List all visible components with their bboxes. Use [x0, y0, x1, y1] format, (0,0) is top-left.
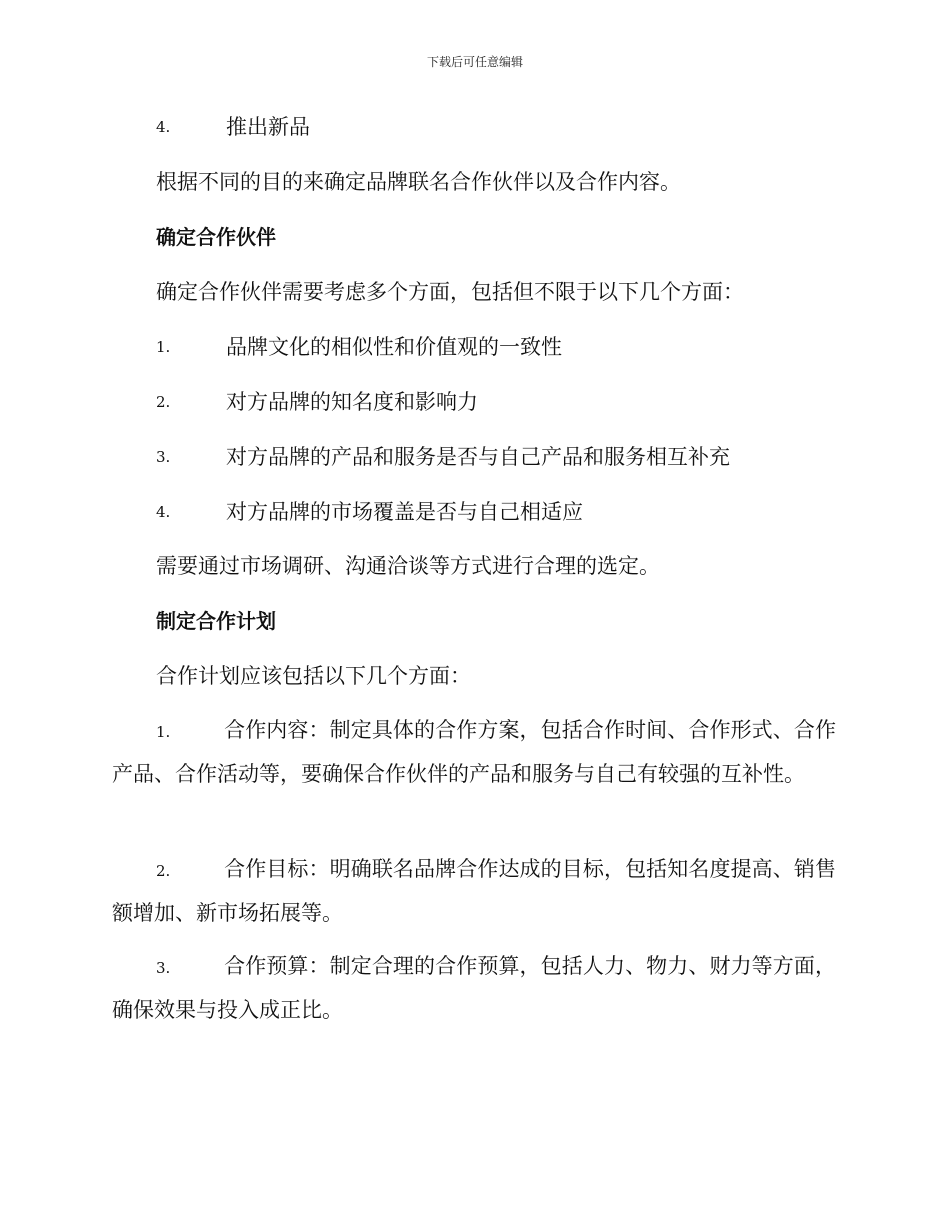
list-item-text: 对方品牌的市场覆盖是否与自己相适应 [226, 500, 583, 524]
list-item-number: 2. [156, 862, 171, 880]
list-item-text: 对方品牌的产品和服务是否与自己产品和服务相互补充 [226, 445, 730, 469]
list-item-text: 对方品牌的知名度和影响力 [226, 390, 478, 414]
intro-paragraph: 根据不同的目的来确定品牌联名合作伙伴以及合作内容。 [156, 170, 681, 194]
plan-list-item [112, 709, 836, 795]
section-intro-partners: 确定合作伙伴需要考虑多个方面，包括但不限于以下几个方面： [156, 280, 744, 304]
plan-list-item [112, 848, 836, 934]
plan-list-item [112, 945, 836, 1031]
list-item-number: 2. [156, 393, 171, 411]
list-item-number: 1. [156, 723, 171, 741]
list-item-number: 4. [156, 118, 171, 136]
section-heading-plan: 制定合作计划 [156, 609, 276, 633]
list-item-number: 4. [156, 503, 171, 521]
list-item-number: 3. [156, 448, 171, 466]
list-item-text: 合作内容：制定具体的合作方案，包括合作时间、合作形式、合作产品、合作活动等，要确保合作伙伴的产品和服务与自己有较强的互补性。 [112, 718, 836, 786]
list-item-text: 品牌文化的相似性和价值观的一致性 [226, 335, 562, 359]
list-item-number: 1. [156, 338, 171, 356]
list-item-number: 3. [156, 959, 171, 977]
list-item-text: 合作目标：明确联名品牌合作达成的目标，包括知名度提高、销售额增加、新市场拓展等。 [112, 857, 836, 925]
page-header-watermark: 下载后可任意编辑 [426, 55, 523, 69]
section-intro-plan: 合作计划应该包括以下几个方面： [156, 664, 471, 688]
section-conclusion-partners: 需要通过市场调研、沟通洽谈等方式进行合理的选定。 [156, 554, 660, 578]
list-item-text: 合作预算：制定合理的合作预算，包括人力、物力、财力等方面，确保效果与投入成正比。 [112, 954, 836, 1022]
section-heading-partners: 确定合作伙伴 [156, 225, 276, 249]
list-item-text: 推出新品 [226, 115, 310, 139]
